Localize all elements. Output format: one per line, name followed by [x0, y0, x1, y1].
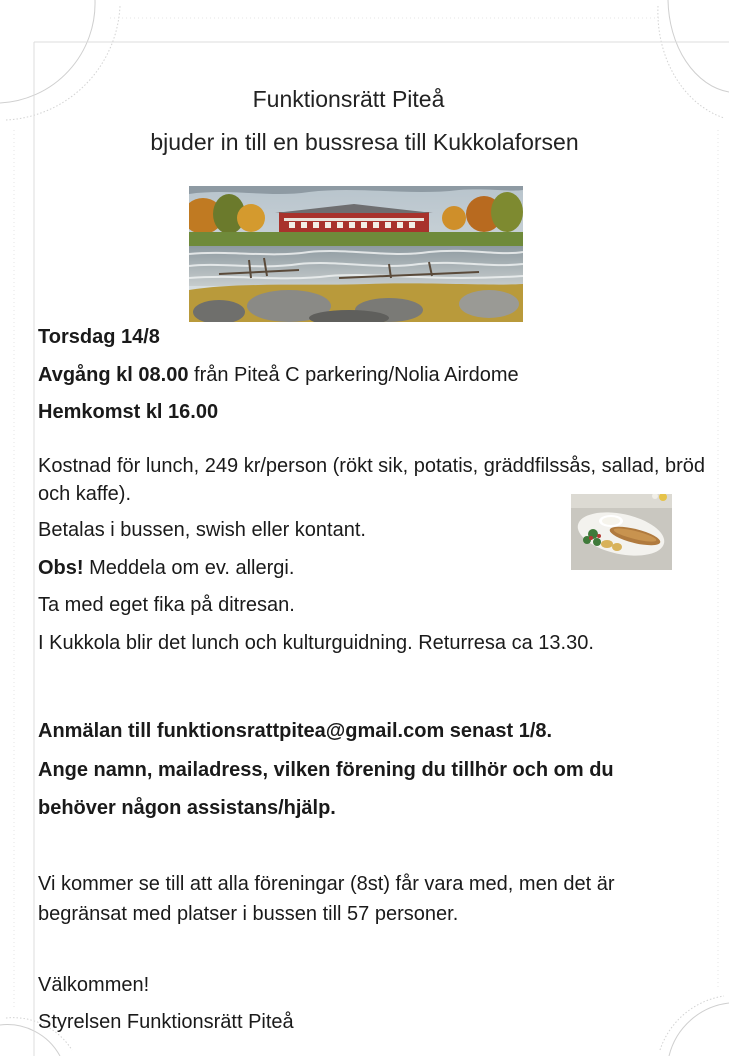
departure-label: Avgång kl 08.00 — [38, 364, 189, 386]
allergy-note — [38, 557, 294, 580]
welcome-text: Välkommen! — [38, 974, 150, 996]
lunch-cost: Kostnad för lunch, 249 kr/person (rökt sik, potatis, gräddfilssås, sallad, bröd och kaffe). — [38, 455, 706, 505]
registration-email-line: Anmälan till funktionsrattpitea@gmail.com senast 1/8. — [38, 720, 553, 742]
departure-place: från Piteå C parkering/Nolia Airdome — [188, 364, 519, 386]
lunch-dish-photo — [571, 494, 672, 570]
trip-date: Torsdag 14/8 — [38, 326, 160, 348]
departure-line — [38, 364, 519, 387]
invitation-heading: bjuder in till en bussresa till Kukkolaforsen — [150, 129, 579, 155]
registration-details-line: Ange namn, mailadress, vilken förening du tillhör och om du — [38, 759, 614, 781]
kukkolaforsen-photo — [189, 186, 523, 322]
signature: Styrelsen Funktionsrätt Piteå — [38, 1011, 294, 1033]
program-info: I Kukkola blir det lunch och kulturguidning. Returresa ca 13.30. — [38, 632, 594, 654]
return-time: Hemkomst kl 16.00 — [38, 401, 219, 423]
registration-assistance-line: behöver någon assistans/hjälp. — [38, 797, 336, 819]
obs-text: Meddela om ev. allergi. — [83, 557, 295, 579]
payment-info: Betalas i bussen, swish eller kontant. — [38, 519, 366, 541]
seat-limit-note: Vi kommer se till att alla föreningar (8st) får vara med, men det är begränsat med platser i bussen till 57 personer. — [38, 873, 615, 925]
obs-label: Obs! — [38, 557, 84, 579]
fika-note: Ta med eget fika på ditresan. — [38, 594, 295, 616]
organization-title: Funktionsrätt Piteå — [252, 86, 445, 112]
